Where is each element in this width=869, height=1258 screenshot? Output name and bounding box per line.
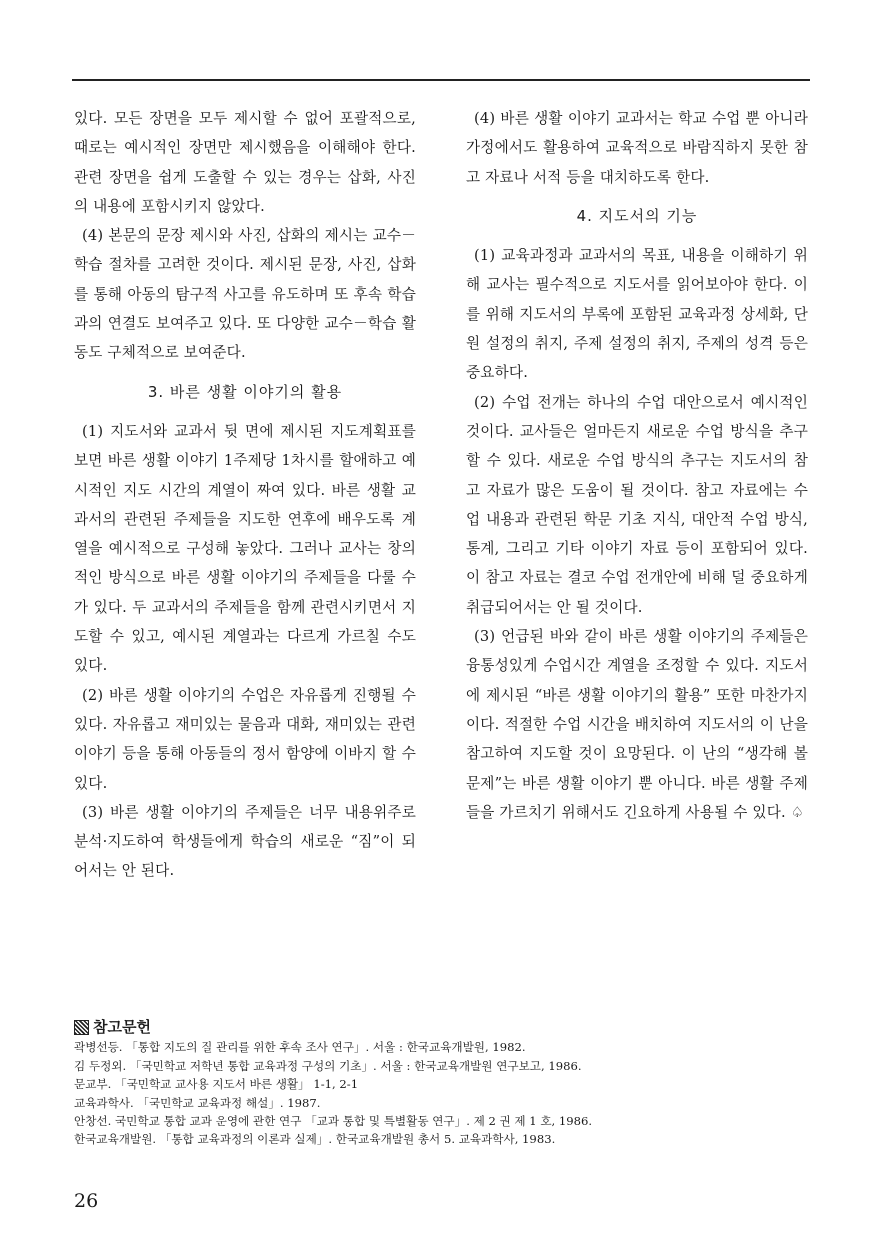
left-column — [74, 104, 416, 886]
paragraph: (4) 바른 생활 이야기 교과서는 학교 수업 뿐 아니라 가정에서도 활용하여 교육적으로 바람직하지 못한 참고 자료나 서적 등을 대치하도록 한다. — [466, 110, 808, 186]
reference-item: 교육과학사. 「국민학교 교육과정 해설」. 1987. — [74, 1095, 321, 1110]
reference-item: 문교부. 「국민학교 교사용 지도서 바른 생활」 1-1, 2-1 — [74, 1077, 359, 1092]
page-number: 26 — [74, 1190, 99, 1212]
top-rule — [72, 79, 810, 81]
paragraph: (2) 바른 생활 이야기의 수업은 자유롭게 진행될 수 있다. 자유롭고 재미있는 물음과 대화, 재미있는 관련 이야기 등을 통해 아동들의 정서 함양에 이바지 할 수 있다. — [74, 686, 416, 792]
references-heading — [74, 1018, 814, 1036]
reference-item: 곽병선등. 「통합 지도의 질 관리를 위한 후속 조사 연구」. 서울 : 한국교육개발원, 1982. — [74, 1040, 526, 1055]
right-column — [466, 104, 808, 827]
reference-item: 안창선. 국민학교 통합 교과 운영에 관한 연구 「교과 통합 및 특별활동 연구」. 제 2 권 제 1 호, 1986. — [74, 1114, 593, 1129]
references-section — [74, 1018, 814, 1149]
paragraph: (1) 지도서와 교과서 뒷 면에 제시된 지도계획표를 보면 바른 생활 이야기 1주제당 1차시를 할애하고 예시적인 지도 시간의 계열이 짜여 있다. 바른 생활 교과서의 관련된 주제들을 지도한 연후에 배우도록 계열을 예시적으로 구성해 놓았다. 그러나 교사는 창의적인 방식으로 바른 생활 이야기의 주제들을 다룰 수가 있다. 두 교과서의 주제들을 함께 관련시키면서 지도할 수 있고, 예시된 계열과는 다르게 가르칠 수도 있다. — [74, 422, 416, 675]
reference-item: 한국교육개발원. 「통합 교육과정의 이론과 실제」. 한국교육개발원 총서 5. 교육과학사, 1983. — [74, 1132, 556, 1147]
reference-item: 김 두정외. 「국민학교 저학년 통합 교육과정 구성의 기초」. 서울 : 한국교육개발원 연구보고, 1986. — [74, 1058, 582, 1073]
references-heading-label: 참고문헌 — [93, 1018, 151, 1036]
hatched-square-icon — [74, 1020, 89, 1035]
paragraph: 있다. 모든 장면을 모두 제시할 수 없어 포괄적으로, 때로는 예시적인 장면만 제시했음을 이해해야 한다. 관련 장면을 쉽게 도출할 수 있는 경우는 삽화, 사진의 내용에 포함시키지 않았다. — [74, 110, 416, 215]
paragraph: (3) 바른 생활 이야기의 주제들은 너무 내용위주로 분석·지도하여 학생들에게 학습의 새로운 “짐”이 되어서는 안 된다. — [74, 803, 416, 880]
section-heading: 3. 바른 생활 이야기의 활용 — [147, 382, 343, 401]
reference-list — [74, 1038, 814, 1148]
paragraph: (3) 언급된 바와 같이 바른 생활 이야기의 주제들은 융통성있게 수업시간 계열을 조정할 수 있다. 지도서에 제시된 “바른 생활 이야기의 활용” 또한 마찬가지이다. 적절한 수업 시간을 배치하여 지도서의 이 난을 참고하여 지도할 것이 요망된다. 이 난의 “생각해 볼 문제”는 바른 생활 이야기 뿐 아니다. 바른 생활 주제들을 가르치기 위해서도 긴요하게 사용될 수 있다. ♤ — [466, 628, 808, 821]
paragraph: (2) 수업 전개는 하나의 수업 대안으로서 예시적인 것이다. 교사들은 얼마든지 새로운 수업 방식을 추구할 수 있다. 새로운 수업 방식의 추구는 지도서의 참고 자료가 많은 도움이 될 것이다. 참고 자료에는 수업 내용과 관련된 학문 기초 지식, 대안적 수업 방식, 통계, 그리고 기타 이야기 자료 등이 포함되어 있다. 이 참고 자료는 결코 수업 전개안에 비해 덜 중요하게 취급되어서는 안 될 것이다. — [466, 393, 808, 616]
paragraph: (1) 교육과정과 교과서의 목표, 내용을 이해하기 위해 교사는 필수적으로 지도서를 읽어보아야 한다. 이를 위해 지도서의 부록에 포함된 교육과정 상세화, 단원 설정의 취지, 주제 설정의 취지, 주제의 성격 등은 중요하다. — [466, 247, 808, 382]
paragraph: (4) 본문의 문장 제시와 사진, 삽화의 제시는 교수－학습 절차를 고려한 것이다. 제시된 문장, 사진, 삽화를 통해 아동의 탐구적 사고를 유도하며 또 후속 학습과의 연결도 보여주고 있다. 또 다양한 교수－학습 활동도 구체적으로 보여준다. — [74, 227, 416, 362]
section-heading: 4. 지도서의 기능 — [576, 206, 698, 225]
